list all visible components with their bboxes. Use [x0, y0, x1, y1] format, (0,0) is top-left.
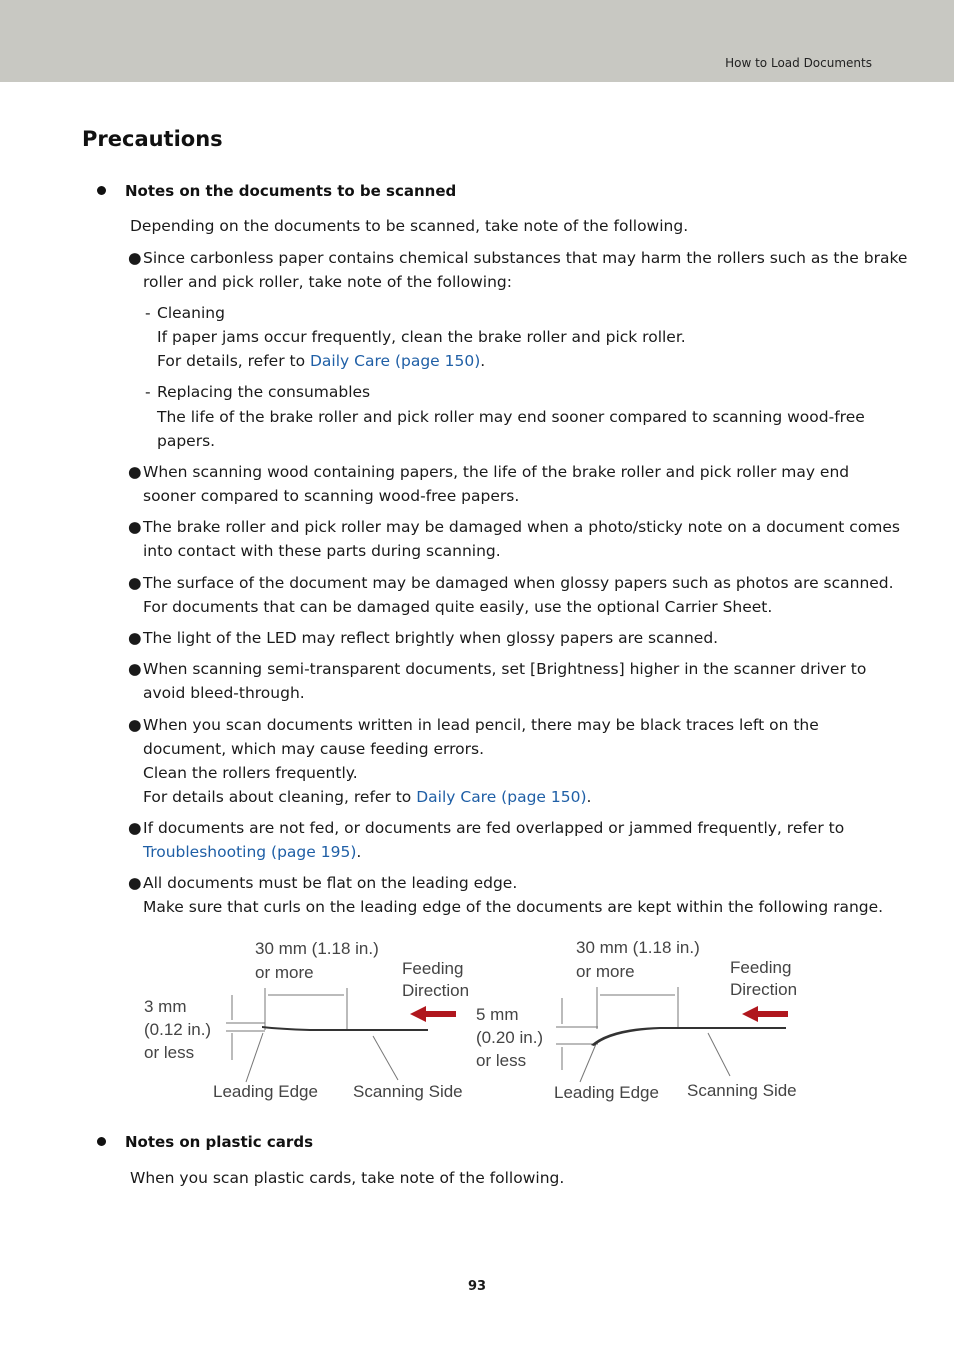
bullet-dot: ●: [128, 629, 142, 647]
label-feeding: Feeding: [730, 958, 792, 977]
bullet-text: [143, 840, 361, 864]
text-run: .: [586, 788, 592, 806]
text-run: .: [480, 352, 486, 370]
section-intro: When you scan plastic cards, take note of the following.: [130, 1169, 565, 1187]
bullet-text: All documents must be flat on the leading edge.: [143, 874, 518, 892]
bullet-text: into contact with these parts during scanning.: [143, 542, 501, 560]
dash-marker: -: [145, 304, 151, 322]
text-run: .: [356, 843, 362, 861]
dash-marker: -: [145, 383, 151, 401]
bullet-dot: ●: [128, 574, 142, 592]
label-length: or more: [255, 963, 314, 982]
label-leading-edge: Leading Edge: [554, 1083, 659, 1102]
document-sheet: [262, 1026, 428, 1031]
section-bullet: [97, 186, 106, 195]
label-scanning-side: Scanning Side: [353, 1082, 463, 1101]
label-leading-edge: Leading Edge: [213, 1082, 318, 1101]
label-scanning-side: Scanning Side: [687, 1081, 797, 1100]
bullet-text: The brake roller and pick roller may be damaged when a photo/sticky note on a document comes: [143, 518, 901, 536]
sub-item-title: Replacing the consumables: [157, 383, 371, 401]
bullet-text: Clean the rollers frequently.: [143, 764, 358, 782]
header-title: How to Load Documents: [725, 56, 872, 70]
bullet-text: sooner compared to scanning wood-free papers.: [143, 487, 520, 505]
bullet-text: document, which may cause feeding errors.: [143, 740, 485, 758]
label-length: 30 mm (1.18 in.): [576, 938, 700, 957]
bullet-text: When scanning wood containing papers, the life of the brake roller and pick roller may end: [143, 463, 850, 481]
label-curl: (0.20 in.): [476, 1028, 544, 1047]
label-curl: or less: [144, 1043, 195, 1062]
sub-item-text: papers.: [157, 432, 216, 450]
curl-range-diagram: [140, 930, 820, 1110]
feed-arrow-icon: [410, 1006, 456, 1022]
bullet-text: [143, 785, 591, 809]
pointer-line: [373, 1036, 398, 1080]
label-curl: (0.12 in.): [144, 1020, 212, 1039]
bullet-text: The surface of the document may be damaged when glossy papers such as photos are scanned.: [143, 574, 894, 592]
label-feeding: Direction: [730, 980, 798, 999]
bullet-text: When you scan documents written in lead pencil, there may be black traces left on the: [143, 716, 819, 734]
bullet-dot: ●: [128, 249, 142, 267]
sub-item-text: The life of the brake roller and pick roller may end sooner compared to scanning wood-free: [157, 408, 865, 426]
label-length: 30 mm (1.18 in.): [255, 939, 379, 958]
pointer-line: [708, 1033, 730, 1076]
bullet-dot: ●: [128, 660, 142, 678]
bullet-dot: ●: [128, 874, 142, 892]
bullet-text: avoid bleed-through.: [143, 684, 305, 702]
text-run: For details about cleaning, refer to: [143, 788, 417, 806]
section-intro: Depending on the documents to be scanned, take note of the following.: [130, 217, 689, 235]
label-curl: 5 mm: [476, 1005, 519, 1024]
pointer-line: [580, 1044, 596, 1082]
label-feeding: Feeding: [402, 959, 464, 978]
document-sheet: [591, 1027, 786, 1046]
feed-arrow-icon: [742, 1006, 788, 1022]
sub-item-title: Cleaning: [157, 304, 225, 322]
bullet-text: If documents are not fed, or documents are fed overlapped or jammed frequently, refer to: [143, 819, 845, 837]
pointer-line: [246, 1033, 263, 1082]
sub-item-text: If paper jams occur frequently, clean the brake roller and pick roller.: [157, 328, 686, 346]
bullet-text: roller and pick roller, take note of the following:: [143, 273, 512, 291]
bullet-dot: ●: [128, 716, 142, 734]
section-heading-plastic-cards: Notes on plastic cards: [125, 1133, 313, 1151]
bullet-text: The light of the LED may reflect brightly when glossy papers are scanned.: [143, 629, 719, 647]
page-number: 93: [467, 1279, 487, 1294]
bullet-dot: ●: [128, 463, 142, 481]
section-bullet: [97, 1137, 106, 1146]
bullet-text: Make sure that curls on the leading edge of the documents are kept within the following range.: [143, 898, 884, 916]
label-curl: or less: [476, 1051, 527, 1070]
bullet-text: When scanning semi-transparent documents, set [Brightness] higher in the scanner driver to: [143, 660, 867, 678]
link-daily-care[interactable]: Daily Care (page 150): [310, 352, 481, 370]
bullet-text: For documents that can be damaged quite easily, use the optional Carrier Sheet.: [143, 598, 773, 616]
sub-item-text: [157, 349, 485, 373]
link-daily-care[interactable]: Daily Care (page 150): [416, 788, 587, 806]
label-length: or more: [576, 962, 635, 981]
bullet-dot: ●: [128, 518, 142, 536]
bullet-text: Since carbonless paper contains chemical substances that may harm the rollers such as the brake: [143, 249, 908, 267]
link-troubleshooting[interactable]: Troubleshooting (page 195): [143, 843, 357, 861]
label-curl: 3 mm: [144, 997, 187, 1016]
page-title: Precautions: [82, 127, 223, 151]
label-feeding: Direction: [402, 981, 470, 1000]
text-run: For details, refer to: [157, 352, 310, 370]
bullet-dot: ●: [128, 819, 142, 837]
section-heading-documents: Notes on the documents to be scanned: [125, 182, 457, 200]
